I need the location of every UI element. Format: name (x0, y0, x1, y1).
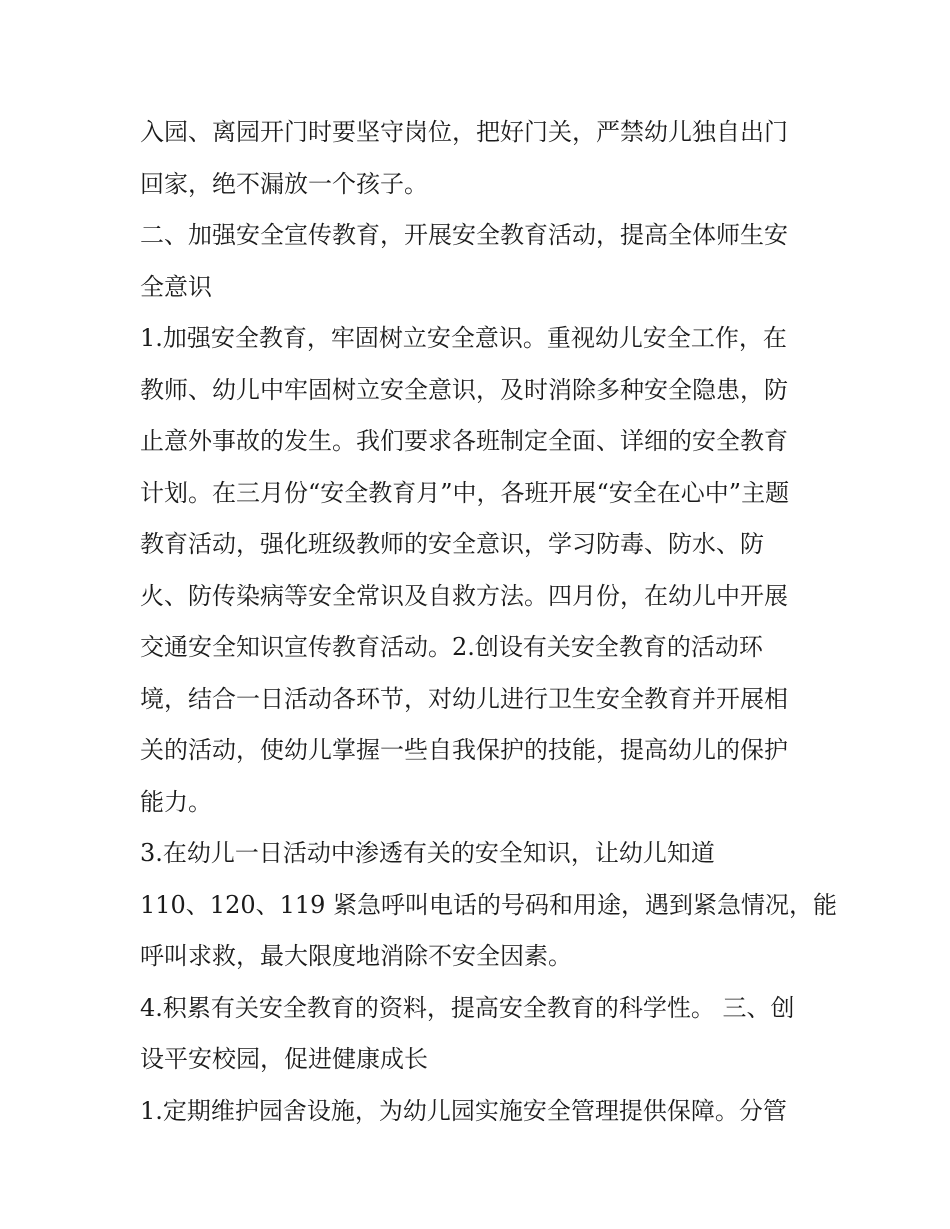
text-line: 境，结合一日活动各环节，对幼儿进行卫生安全教育并开展相 (140, 684, 788, 713)
text-line: 入园、离园开门时要坚守岗位，把好门关，严禁幼儿独自出门 (140, 118, 788, 146)
text-line: 1.加强安全教育，牢固树立安全意识。重视幼儿安全工作，在 (140, 324, 787, 352)
text-line: 教育活动，强化班级教师的安全意识，学习防毒、防水、防 (140, 530, 764, 558)
text-line: 计划。在三月份“安全教育月”中，各班开展“安全在心中”主题 (140, 478, 790, 507)
text-line: 止意外事故的发生。我们要求各班制定全面、详细的安全教育 (140, 427, 788, 455)
text-line: 交通安全知识宣传教育活动。2.创设有关安全教育的活动环 (140, 633, 763, 661)
text-line: 呼叫求救，最大限度地消除不安全因素。 (140, 942, 572, 970)
section-heading-line: 二、加强安全宣传教育，开展安全教育活动，提高全体师生安 (140, 221, 788, 249)
document-body (140, 107, 838, 1137)
text-line: 关的活动，使幼儿掌握一些自我保护的技能，提高幼儿的保护 (140, 736, 788, 764)
text-line: 4.积累有关安全教育的资料，提高安全教育的科学性。 三、创 (140, 993, 795, 1022)
section-heading-line: 全意识 (140, 272, 212, 301)
text-line: 110、120、119 紧急呼叫电话的号码和用途，遇到紧急情况，能 (140, 890, 838, 919)
text-line: 能力。 (140, 787, 212, 816)
text-line: 3.在幼儿一日活动中渗透有关的安全知识，让幼儿知道 (140, 839, 715, 867)
text-line: 回家，绝不漏放一个孩子。 (140, 169, 428, 198)
text-line: 1.定期维护园舍设施，为幼儿园实施安全管理提供保障。分管 (140, 1096, 787, 1125)
text-line: 教师、幼儿中牢固树立安全意识，及时消除多种安全隐患，防 (140, 375, 788, 404)
text-line: 火、防传染病等安全常识及自救方法。四月份，在幼儿中开展 (140, 581, 788, 610)
text-line: 设平安校园，促进健康成长 (140, 1045, 428, 1073)
